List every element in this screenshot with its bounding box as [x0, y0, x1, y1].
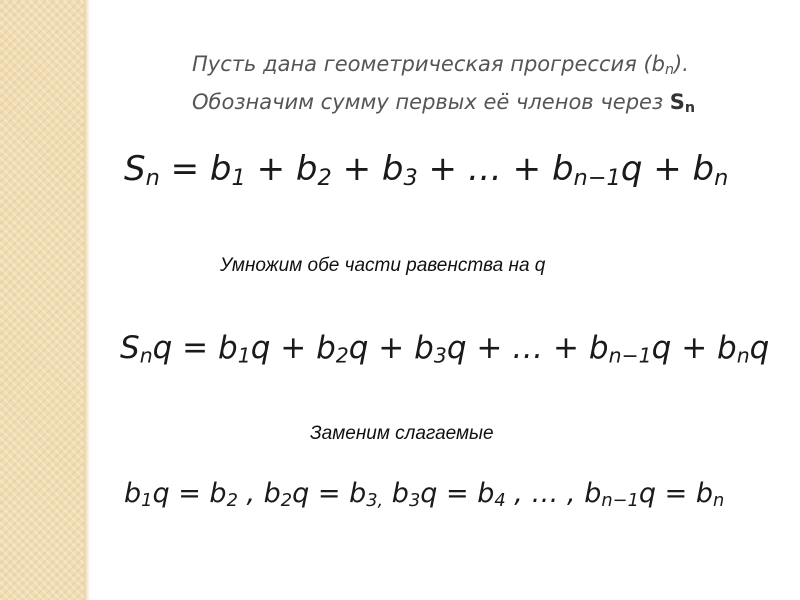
formula-term-text: , … , b — [505, 478, 602, 509]
formula-term-subscript: 1 — [141, 489, 153, 511]
intro-line-1-tail: ). — [674, 52, 689, 76]
formula-replacements — [124, 472, 724, 523]
formula-term-subscript: 2 — [280, 489, 293, 511]
intro-text — [192, 48, 782, 124]
intro-line-2-text: Обозначим сумму первых её членов через — [192, 90, 670, 115]
formula-term-subscript: n−1 — [601, 489, 639, 511]
formula-term-text: b — [383, 478, 409, 509]
formula-sum-times-q — [120, 324, 769, 380]
formula-term-text: q + b — [651, 330, 737, 366]
formula-term-subscript: n — [713, 489, 725, 511]
intro-line-2-variable-subscript: n — [684, 100, 696, 117]
formula-term-text: b — [124, 478, 142, 509]
formula-term-text: q = b — [420, 478, 495, 509]
intro-line-2 — [192, 86, 782, 124]
formula-term-text: q = b — [152, 330, 238, 366]
left-decorative-strip — [0, 0, 84, 600]
formula-term-text: q = b — [638, 478, 713, 509]
intro-line-1-subscript: n — [664, 62, 675, 79]
formula-term-text: + b — [245, 149, 318, 189]
formula-term-text: S — [124, 149, 146, 189]
caption-multiply: Умножим обе части равенства на q — [220, 255, 546, 276]
formula-term-subscript: 3, — [366, 489, 384, 511]
formula-term-subscript: n — [145, 164, 160, 191]
formula-term-subscript: 2 — [226, 489, 238, 511]
formula-term-text: + b — [331, 149, 404, 189]
formula-term-text: q + b — [250, 330, 336, 366]
formula-term-subscript: 4 — [494, 489, 506, 511]
formula-term-text: = b — [159, 149, 232, 189]
formula-term-subscript: 1 — [231, 164, 246, 191]
formula-term-text: q = b — [292, 478, 367, 509]
formula-term-subscript: 3 — [403, 164, 418, 191]
formula-term-subscript: n — [714, 164, 729, 191]
formula-term-subscript: 3 — [408, 489, 421, 511]
formula-term-text: q + … + b — [446, 330, 609, 366]
formula-term-text: q = b — [152, 478, 227, 509]
formula-term-subscript: n−1 — [573, 164, 621, 191]
formula-term-text: + … + b — [417, 149, 574, 189]
formula-term-subscript: 1 — [237, 343, 251, 368]
intro-line-1-text: Пусть дана геометрическая прогрессия (b — [192, 52, 665, 76]
formula-term-subscript: 2 — [317, 164, 332, 191]
formula-term-subscript: n−1 — [608, 343, 652, 368]
intro-line-2-variable — [669, 90, 696, 117]
formula-term-text: q + b — [620, 149, 715, 189]
intro-line-2-variable-letter: S — [669, 90, 685, 115]
left-strip-divider — [84, 0, 90, 600]
formula-term-subscript: n — [736, 343, 750, 368]
formula-term-subscript: 2 — [335, 343, 349, 368]
formula-term-text: , b — [237, 478, 281, 509]
formula-term-text: q — [749, 330, 770, 366]
caption-replace: Заменим слагаемые — [310, 423, 494, 444]
formula-term-text: q + b — [348, 330, 434, 366]
formula-sum — [124, 144, 728, 203]
formula-term-text: S — [120, 330, 140, 366]
intro-line-1 — [192, 48, 782, 86]
formula-term-subscript: 3 — [433, 343, 447, 368]
formula-term-subscript: n — [139, 343, 153, 368]
